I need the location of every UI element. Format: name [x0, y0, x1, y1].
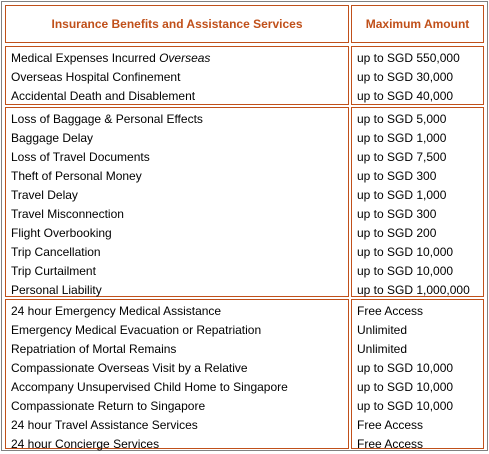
benefit-label-italic: Overseas: [159, 51, 211, 65]
benefit-row: [6, 49, 348, 68]
benefit-row: [6, 87, 348, 106]
amount-row: up to SGD 30,000: [357, 70, 454, 84]
amount-row: up to SGD 10,000: [357, 380, 454, 394]
benefit-row: Travel Delay: [11, 188, 78, 202]
amount-row: Free Access: [357, 304, 424, 318]
benefit-row: Repatriation of Mortal Remains: [11, 342, 177, 356]
amount-row: Free Access: [357, 418, 424, 432]
amount-row: Unlimited: [357, 342, 408, 356]
section-travel-amounts: [351, 107, 484, 297]
amount-row: up to SGD 300: [357, 207, 437, 221]
benefit-row: [6, 68, 348, 87]
benefit-label: Accidental Death and Disablement: [11, 89, 196, 103]
benefit-label: Medical Expenses Incurred: [11, 51, 160, 65]
benefits-table: [1, 1, 488, 451]
amount-row: up to SGD 300: [357, 169, 437, 183]
benefit-row: Loss of Baggage & Personal Effects: [11, 112, 203, 126]
section-medical-benefits: [5, 46, 349, 105]
amount-row: up to SGD 1,000,000: [357, 283, 470, 297]
amount-row: up to SGD 10,000: [357, 245, 454, 259]
amount-row: up to SGD 10,000: [357, 399, 454, 413]
benefit-row: Personal Liability: [11, 283, 102, 297]
benefit-row: Compassionate Overseas Visit by a Relative: [11, 361, 248, 375]
benefit-row: Theft of Personal Money: [11, 169, 142, 183]
header-benefits-cell: [5, 5, 349, 43]
header-amount-cell: [351, 5, 484, 43]
amount-row: Unlimited: [357, 323, 408, 337]
header-amount-label: Maximum Amount: [365, 17, 470, 31]
amount-row: up to SGD 550,000: [357, 51, 460, 65]
benefit-row: Compassionate Return to Singapore: [11, 399, 206, 413]
benefit-label: Overseas Hospital Confinement: [11, 70, 181, 84]
benefit-row: Loss of Travel Documents: [11, 150, 150, 164]
amount-row: up to SGD 5,000: [357, 112, 447, 126]
amount-row: up to SGD 7,500: [357, 150, 447, 164]
benefit-row: Flight Overbooking: [11, 226, 112, 240]
amount-row: up to SGD 10,000: [357, 361, 454, 375]
benefit-row: Baggage Delay: [11, 131, 94, 145]
amount-row: up to SGD 40,000: [357, 89, 454, 103]
amount-row: up to SGD 10,000: [357, 264, 454, 278]
header-benefits-label: Insurance Benefits and Assistance Services: [51, 17, 303, 31]
benefit-row: Trip Cancellation: [11, 245, 101, 259]
amount-row: up to SGD 1,000: [357, 131, 447, 145]
section-assistance-amounts: [351, 299, 484, 449]
amount-row: up to SGD 200: [357, 226, 437, 240]
section-travel-benefits: [5, 107, 349, 297]
benefit-row: Emergency Medical Evacuation or Repatriation: [11, 323, 262, 337]
amount-row: up to SGD 1,000: [357, 188, 447, 202]
benefit-row: 24 hour Travel Assistance Services: [11, 418, 198, 432]
benefit-row: Trip Curtailment: [11, 264, 96, 278]
section-assistance-services: [5, 299, 349, 449]
benefit-row: 24 hour Emergency Medical Assistance: [11, 304, 222, 318]
benefit-row: Accompany Unsupervised Child Home to Singapore: [11, 380, 288, 394]
section-medical-amounts: [351, 46, 484, 105]
amount-row: Free Access: [357, 437, 424, 451]
benefit-row: Travel Misconnection: [11, 207, 124, 221]
benefit-row: 24 hour Concierge Services: [11, 437, 160, 451]
